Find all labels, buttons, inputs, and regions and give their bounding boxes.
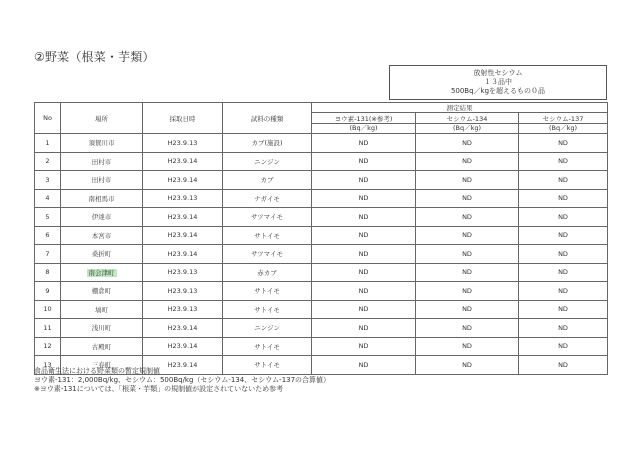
- row-date: H23.9.13: [143, 300, 223, 319]
- header-date: 採取日時: [143, 103, 223, 134]
- row-item: ニンジン: [223, 319, 312, 338]
- table-row: [35, 208, 608, 227]
- table-row: [35, 171, 608, 190]
- header-unit-i131: (Bq／kg): [312, 124, 416, 134]
- row-date: H23.9.14: [143, 226, 223, 245]
- table-row: [35, 226, 608, 245]
- table-row: [35, 134, 608, 153]
- row-cs134: ND: [416, 189, 519, 208]
- header-item: 試料の種類: [223, 103, 312, 134]
- row-item: サツマイモ: [223, 208, 312, 227]
- row-cs134: ND: [416, 263, 519, 282]
- notes: [34, 367, 607, 394]
- row-place: 桑折町: [61, 245, 143, 264]
- row-no: 11: [35, 319, 61, 338]
- row-cs137: ND: [519, 337, 608, 356]
- row-cs134: ND: [416, 134, 519, 153]
- row-date: H23.9.13: [143, 189, 223, 208]
- header-i131: ヨウ素-131(※参考): [312, 113, 416, 124]
- row-i131: ND: [312, 171, 416, 190]
- header-cs134: セシウム-134: [416, 113, 519, 124]
- row-item: カブ(施設): [223, 134, 312, 153]
- row-i131: ND: [312, 300, 416, 319]
- row-no: 3: [35, 171, 61, 190]
- row-date: H23.9.14: [143, 337, 223, 356]
- summary-box: [389, 65, 607, 100]
- row-no: 8: [35, 263, 61, 282]
- row-place: 三春町: [61, 356, 143, 375]
- note-line-2: ヨウ素-131：2,000Bq/kg、セシウム：500Bq/kg（セシウム-134、セシウム-137の合算値）: [34, 376, 331, 384]
- header-unit-cs137: (Bq／kg): [519, 124, 608, 134]
- row-i131: ND: [312, 134, 416, 153]
- header-place: 場所: [61, 103, 143, 134]
- row-place: 須賀川市: [61, 134, 143, 153]
- row-no: 13: [35, 356, 61, 375]
- row-place: 塙町: [61, 300, 143, 319]
- row-cs134: ND: [416, 282, 519, 301]
- row-cs134: ND: [416, 356, 519, 375]
- row-item: サツマイモ: [223, 245, 312, 264]
- row-cs137: ND: [519, 300, 608, 319]
- row-cs137: ND: [519, 319, 608, 338]
- row-item: 赤カブ: [223, 263, 312, 282]
- row-no: 5: [35, 208, 61, 227]
- table-row: [35, 319, 608, 338]
- row-date: H23.9.13: [143, 263, 223, 282]
- row-item: ナガイモ: [223, 189, 312, 208]
- table-row: [35, 263, 608, 282]
- row-i131: ND: [312, 319, 416, 338]
- row-item: サトイモ: [223, 356, 312, 375]
- row-cs137: ND: [519, 189, 608, 208]
- row-i131: ND: [312, 282, 416, 301]
- row-cs134: ND: [416, 319, 519, 338]
- summary-line-3: 500Bq／kgを超えるもの０品: [450, 87, 546, 95]
- row-date: H23.9.14: [143, 152, 223, 171]
- row-cs137: ND: [519, 282, 608, 301]
- row-cs134: ND: [416, 300, 519, 319]
- row-date: H23.9.14: [143, 356, 223, 375]
- header-unit-cs134: (Bq／kg): [416, 124, 519, 134]
- row-i131: ND: [312, 208, 416, 227]
- row-cs137: ND: [519, 152, 608, 171]
- summary-line-2: １３品中: [484, 78, 512, 86]
- row-place: [61, 263, 143, 282]
- row-no: 12: [35, 337, 61, 356]
- row-place-highlighted: 南会津町: [88, 268, 115, 277]
- row-no: 6: [35, 226, 61, 245]
- row-no: 4: [35, 189, 61, 208]
- row-item: サトイモ: [223, 337, 312, 356]
- row-cs137: ND: [519, 245, 608, 264]
- row-place: 古殿町: [61, 337, 143, 356]
- row-no: 7: [35, 245, 61, 264]
- row-place: 田村市: [61, 152, 143, 171]
- row-no: 9: [35, 282, 61, 301]
- row-place: 浅川町: [61, 319, 143, 338]
- row-i131: ND: [312, 356, 416, 375]
- table-row: [35, 300, 608, 319]
- row-i131: ND: [312, 226, 416, 245]
- row-place: 棚倉町: [61, 282, 143, 301]
- table-row: [35, 152, 608, 171]
- row-cs137: ND: [519, 356, 608, 375]
- results-body: [35, 134, 608, 375]
- table-row: [35, 189, 608, 208]
- row-item: サトイモ: [223, 226, 312, 245]
- row-cs134: ND: [416, 208, 519, 227]
- row-no: 1: [35, 134, 61, 153]
- row-no: 10: [35, 300, 61, 319]
- row-i131: ND: [312, 189, 416, 208]
- row-item: ニンジン: [223, 152, 312, 171]
- row-i131: ND: [312, 337, 416, 356]
- page-title: ②野菜（根菜・芋類）: [34, 50, 155, 64]
- row-i131: ND: [312, 263, 416, 282]
- row-cs137: ND: [519, 263, 608, 282]
- row-place: 伊達市: [61, 208, 143, 227]
- row-date: H23.9.14: [143, 319, 223, 338]
- row-date: H23.9.14: [143, 208, 223, 227]
- row-date: H23.9.14: [143, 171, 223, 190]
- row-place: 本宮市: [61, 226, 143, 245]
- table-row: [35, 337, 608, 356]
- table-row: [35, 245, 608, 264]
- row-date: H23.9.13: [143, 282, 223, 301]
- row-item: サトイモ: [223, 282, 312, 301]
- note-line-3: ※ヨウ素-131については、「根菜・芋類」の規制値が設定されていないため参考: [34, 385, 284, 393]
- row-item: サトイモ: [223, 300, 312, 319]
- row-cs134: ND: [416, 152, 519, 171]
- summary-line-1: 放射性セシウム: [473, 69, 523, 77]
- row-cs137: ND: [519, 226, 608, 245]
- row-cs134: ND: [416, 245, 519, 264]
- header-cs137: セシウム-137: [519, 113, 608, 124]
- row-no: 2: [35, 152, 61, 171]
- row-place: 田村市: [61, 171, 143, 190]
- row-date: H23.9.13: [143, 134, 223, 153]
- row-cs134: ND: [416, 226, 519, 245]
- row-i131: ND: [312, 245, 416, 264]
- header-result: 測定結果: [312, 103, 608, 113]
- note-line-1: 食品衛生法における野菜類の暫定規制値: [34, 367, 160, 375]
- row-cs137: ND: [519, 171, 608, 190]
- row-cs134: ND: [416, 337, 519, 356]
- header-no: No: [35, 103, 61, 134]
- table-row: [35, 282, 608, 301]
- row-item: カブ: [223, 171, 312, 190]
- row-cs137: ND: [519, 208, 608, 227]
- row-i131: ND: [312, 152, 416, 171]
- row-date: H23.9.14: [143, 245, 223, 264]
- row-place: 南相馬市: [61, 189, 143, 208]
- row-cs137: ND: [519, 134, 608, 153]
- results-table: [34, 102, 608, 375]
- row-cs134: ND: [416, 171, 519, 190]
